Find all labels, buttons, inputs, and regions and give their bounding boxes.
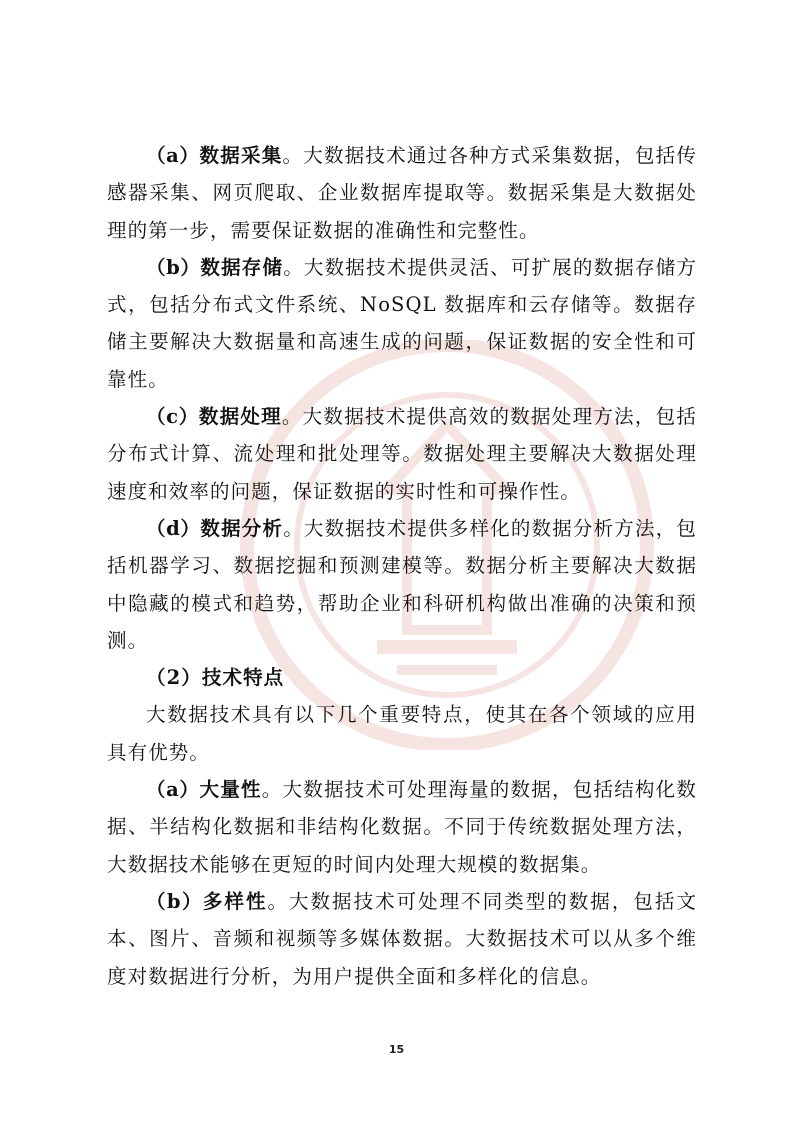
item-label: （a） [146, 778, 200, 802]
item-heading: 数据采集 [199, 144, 283, 167]
paragraph-variety [107, 883, 697, 995]
item-label: （d） [146, 516, 201, 540]
paragraph-volume [107, 771, 697, 883]
section-intro: 大数据技术具有以下几个重要特点，使其在各个领域的应用具有优势。 [107, 703, 697, 764]
item-label: （a） [146, 144, 200, 167]
item-body: 。大数据技术提供高效的数据处理方法，包括分布式计算、流处理和批处理等。数据处理主要解决大数据处理速度和效率的问题，保证数据的实时性和可操作性。 [107, 405, 697, 503]
item-body: 。大数据技术可处理不同类型的数据，包括文本、图片、音频和视频等多媒体数据。大数据技术可以从多个维度对数据进行分析，为用户提供全面和多样化的信息。 [107, 889, 697, 988]
item-heading: 数据存储 [200, 255, 284, 279]
paragraph-data-analysis [107, 510, 697, 659]
item-body: 。大数据技术提供灵活、可扩展的数据存储方式，包括分布式文件系统、NoSQL 数据库和云存储等。数据存储主要解决大数据量和高速生成的问题，保证数据的安全性和可靠性。 [107, 255, 697, 391]
item-label: （b） [146, 255, 201, 279]
item-body: 。大数据技术通过各种方式采集数据，包括传感器采集、网页爬取、企业数据库提取等。数据采集是大数据处理的第一步，需要保证数据的准确性和完整性。 [107, 144, 697, 242]
item-body: 。大数据技术可处理海量的数据，包括结构化数据、半结构化数据和非结构化数据。不同于传统数据处理方法，大数据技术能够在更短的时间内处理大规模的数据集。 [107, 778, 697, 876]
item-heading: 多样性 [202, 889, 268, 913]
item-heading: 数据分析 [200, 516, 284, 540]
section-heading: （2）技术特点 [146, 666, 285, 690]
page-number: 15 [388, 1043, 405, 1056]
paragraph-data-collection [107, 137, 697, 249]
item-heading: 大量性 [199, 778, 262, 802]
paragraph-data-processing [107, 398, 697, 510]
paragraph-data-storage [107, 249, 697, 398]
document-body [107, 137, 697, 995]
item-label: （b） [146, 889, 203, 913]
item-label: （c） [146, 405, 199, 429]
item-heading: 数据处理 [198, 405, 282, 429]
item-body: 。大数据技术提供多样化的数据分析方法，包括机器学习、数据挖掘和预测建模等。数据分析主要解决大数据中隐藏的模式和趋势，帮助企业和科研机构做出准确的决策和预测。 [107, 516, 697, 652]
